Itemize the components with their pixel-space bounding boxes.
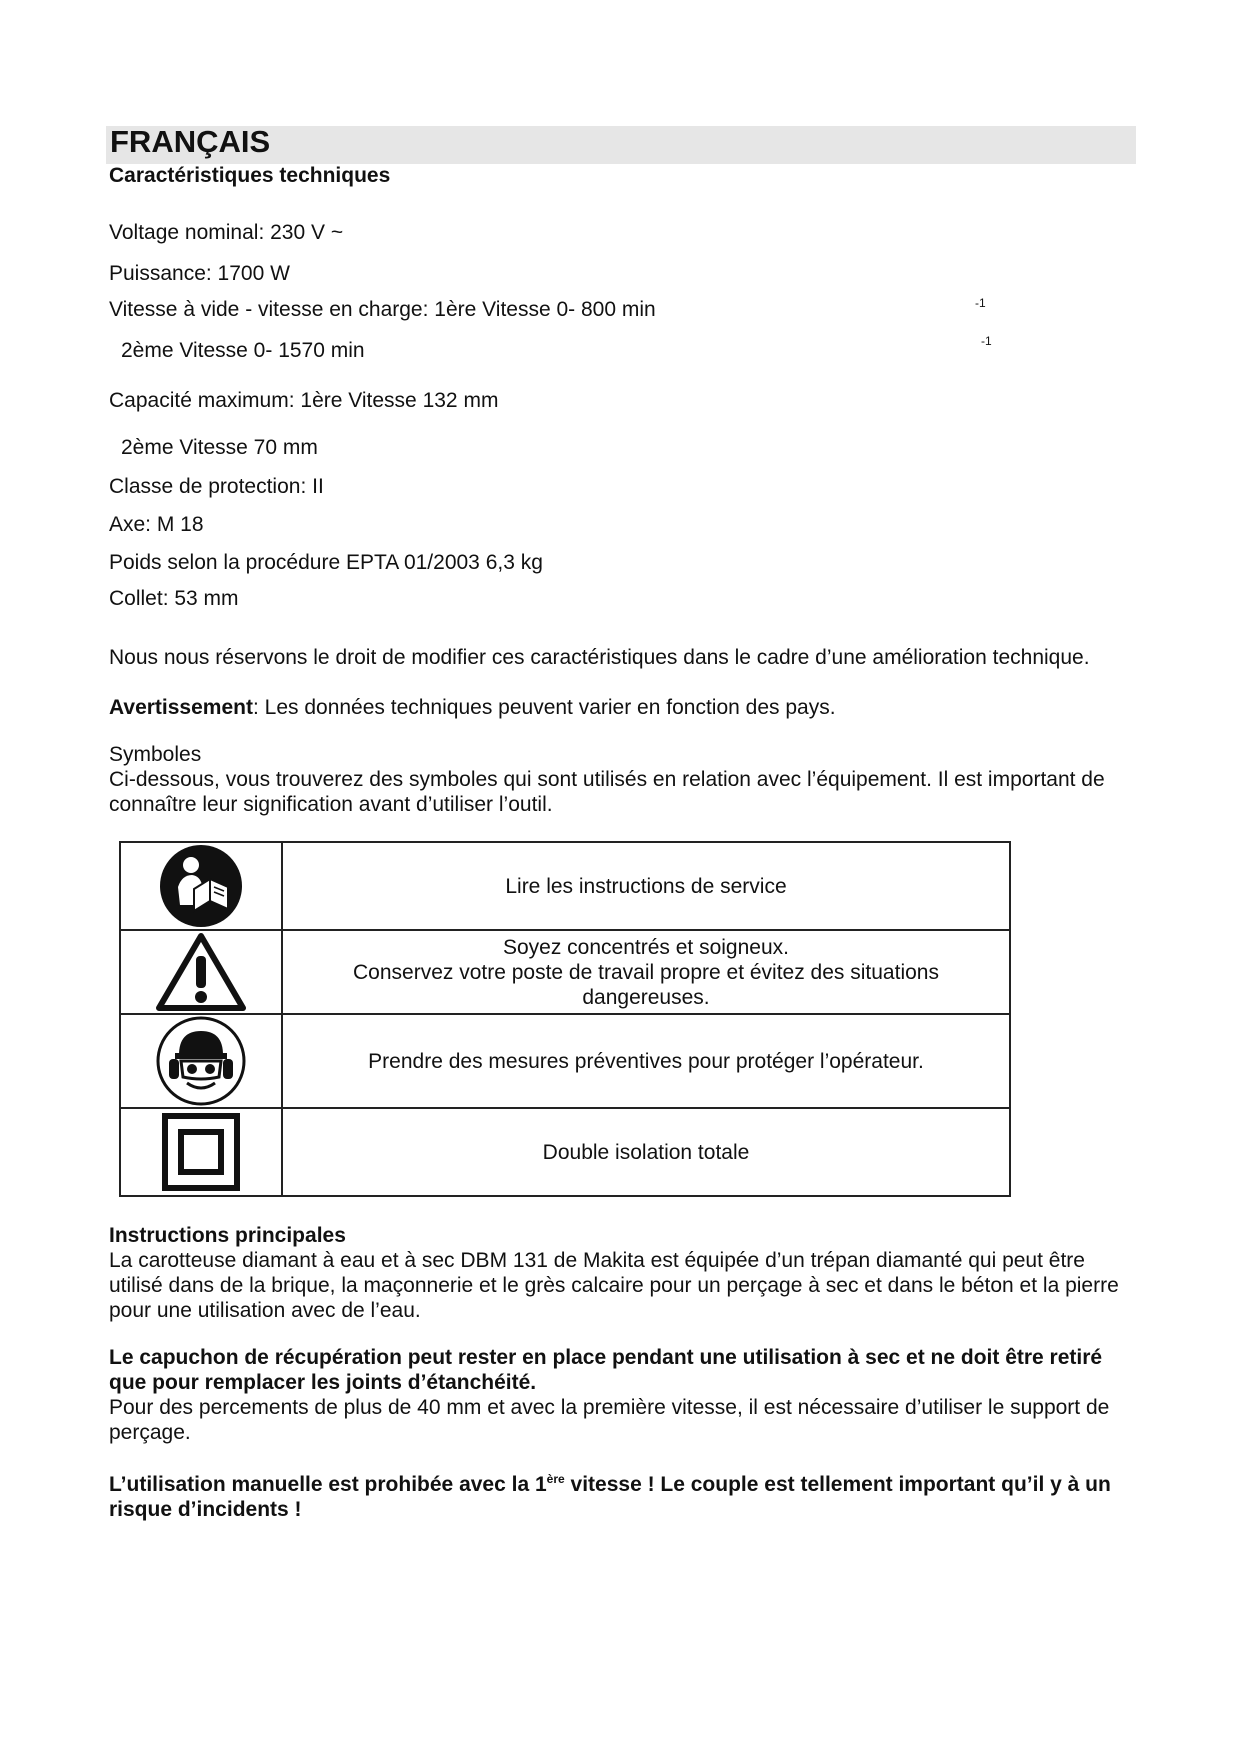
spec-speed-2: 2ème Vitesse 0- 1570 min	[121, 339, 365, 362]
spec-speed-1: Vitesse à vide - vitesse en charge: 1ère Vitesse 0- 800 min	[109, 298, 656, 321]
warning-text: : Les données techniques peuvent varier en fonction des pays.	[252, 696, 836, 719]
specs-heading: Caractéristiques techniques	[109, 164, 391, 187]
warning-triangle-icon	[120, 930, 282, 1014]
instructions-text: La carotteuse diamant à eau et à sec DBM 131 de Makita est équipée d’un trépan diamanté qui peut être utilisé dans de la brique, la maçonnerie et le grès calcaire pour un perçage à sec et dans le béton et la pierre pour une utilisation avec de l’eau.	[109, 1249, 1119, 1322]
support-text: Pour des percements de plus de 40 mm et avec la première vitesse, il est nécessaire d’utiliser le support de perçage.	[109, 1396, 1110, 1444]
instructions-heading: Instructions principales	[109, 1224, 346, 1247]
language-title: FRANÇAIS	[110, 124, 271, 159]
double-insulation-icon	[120, 1108, 282, 1196]
symbols-table	[119, 841, 1011, 1197]
symbol-description: Soyez concentrés et soigneux. Conservez votre poste de travail propre et évitez des situations dangereuses.	[282, 930, 1010, 1014]
symbols-intro: Ci-dessous, vous trouverez des symboles qui sont utilisés en relation avec l’équipement. Il est important de connaître leur signification avant d’utiliser l’outil.	[109, 768, 1105, 816]
warning-label: Avertissement	[109, 696, 253, 719]
symbol-row	[120, 1108, 1010, 1196]
spec-voltage: Voltage nominal: 230 V ~	[109, 221, 344, 244]
spec-power: Puissance: 1700 W	[109, 262, 290, 285]
warning-line	[109, 695, 1144, 720]
symbol-row	[120, 930, 1010, 1014]
symbol-description: Double isolation totale	[282, 1108, 1010, 1196]
spec-axle: Axe: M 18	[109, 513, 204, 536]
spec-protection: Classe de protection: II	[109, 475, 324, 498]
symbol-row	[120, 842, 1010, 930]
protective-equipment-icon	[120, 1014, 282, 1108]
symbol-description: Lire les instructions de service	[282, 842, 1010, 930]
spec-collar: Collet: 53 mm	[109, 587, 239, 610]
symbol-row	[120, 1014, 1010, 1108]
spec-capacity-2: 2ème Vitesse 70 mm	[121, 436, 318, 459]
reserve-text: Nous nous réservons le droit de modifier ces caractéristiques dans le cadre d’une amélioration technique.	[109, 646, 1090, 669]
spec-speed-2-sup: -1	[981, 334, 992, 348]
read-manual-icon	[120, 842, 282, 930]
symbol-description: Prendre des mesures préventives pour protéger l’opérateur.	[282, 1014, 1010, 1108]
spec-speed-1-sup: -1	[975, 296, 986, 310]
cap-bold-text: Le capuchon de récupération peut rester en place pendant une utilisation à sec et ne doit être retiré que pour remplacer les joints d’étanchéité.	[109, 1346, 1103, 1394]
spec-capacity-1: Capacité maximum: 1ère Vitesse 132 mm	[109, 389, 499, 412]
symbols-heading: Symboles	[109, 743, 202, 766]
manual-warning: L’utilisation manuelle est prohibée avec la 1ère vitesse ! Le couple est tellement important qu’il y à un risque d’incidents !	[109, 1472, 1111, 1521]
spec-weight: Poids selon la procédure EPTA 01/2003 6,3 kg	[109, 551, 543, 574]
